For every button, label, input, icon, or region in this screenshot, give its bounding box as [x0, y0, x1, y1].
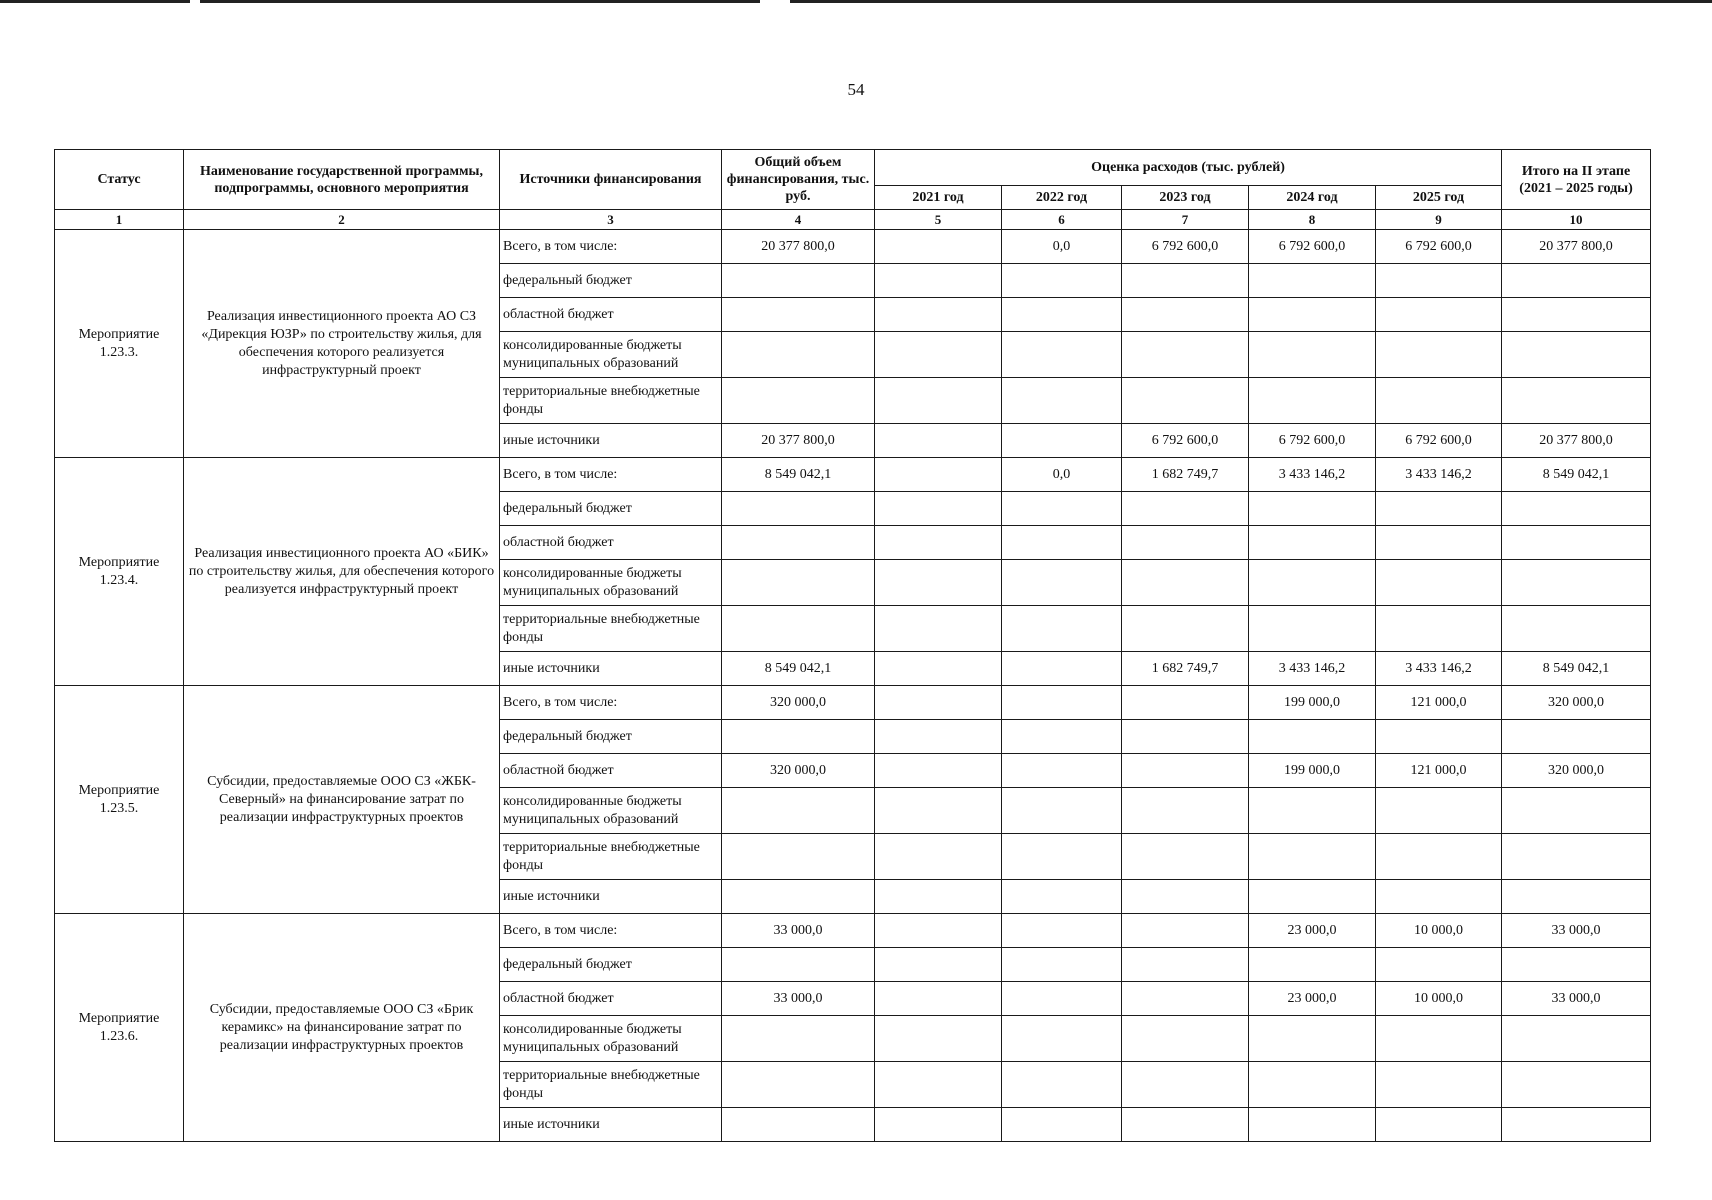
- value-cell: [875, 834, 1002, 880]
- value-cell: [875, 754, 1002, 788]
- value-cell: [1122, 948, 1249, 982]
- source-label: консолидированные бюджеты муниципальных образований: [500, 332, 722, 378]
- measure-status: Мероприятие 1.23.6.: [55, 914, 184, 1142]
- value-cell: [1122, 526, 1249, 560]
- source-label: областной бюджет: [500, 526, 722, 560]
- value-cell: [1376, 948, 1502, 982]
- value-cell: [722, 332, 875, 378]
- value-cell: [722, 834, 875, 880]
- source-label: Всего, в том числе:: [500, 458, 722, 492]
- measures-body: [55, 230, 1651, 1142]
- source-label: областной бюджет: [500, 982, 722, 1016]
- value-cell: 8 549 042,1: [722, 652, 875, 686]
- value-cell: [1002, 720, 1122, 754]
- source-label: иные источники: [500, 424, 722, 458]
- value-cell: [722, 298, 875, 332]
- header-total: Общий объем финансирования, тыс. руб.: [722, 150, 875, 210]
- value-cell: [722, 880, 875, 914]
- value-cell: [722, 1062, 875, 1108]
- value-cell: 1 682 749,7: [1122, 652, 1249, 686]
- value-cell: 320 000,0: [722, 754, 875, 788]
- value-cell: [875, 948, 1002, 982]
- value-cell: 6 792 600,0: [1376, 230, 1502, 264]
- value-cell: 8 549 042,1: [722, 458, 875, 492]
- value-cell: 199 000,0: [1249, 686, 1376, 720]
- value-cell: 33 000,0: [722, 914, 875, 948]
- value-cell: [1376, 1016, 1502, 1062]
- value-cell: [1122, 378, 1249, 424]
- value-cell: [1002, 526, 1122, 560]
- value-cell: 23 000,0: [1249, 982, 1376, 1016]
- column-number: 1: [55, 210, 184, 230]
- value-cell: [875, 230, 1002, 264]
- value-cell: [1249, 560, 1376, 606]
- source-label: Всего, в том числе:: [500, 914, 722, 948]
- value-cell: 6 792 600,0: [1376, 424, 1502, 458]
- header-year: 2024 год: [1249, 186, 1376, 210]
- value-cell: [1122, 788, 1249, 834]
- value-cell: 320 000,0: [1502, 754, 1651, 788]
- column-number: 2: [184, 210, 500, 230]
- value-cell: [1376, 834, 1502, 880]
- value-cell: 6 792 600,0: [1249, 424, 1376, 458]
- value-cell: 6 792 600,0: [1249, 230, 1376, 264]
- column-number: 10: [1502, 210, 1651, 230]
- value-cell: [1122, 754, 1249, 788]
- value-cell: [1002, 606, 1122, 652]
- value-cell: 10 000,0: [1376, 982, 1502, 1016]
- top-rule-mid: [200, 0, 760, 3]
- value-cell: [1122, 834, 1249, 880]
- value-cell: [1249, 332, 1376, 378]
- value-cell: [1122, 914, 1249, 948]
- value-cell: [722, 264, 875, 298]
- value-cell: [1376, 526, 1502, 560]
- source-label: областной бюджет: [500, 754, 722, 788]
- value-cell: [1122, 264, 1249, 298]
- value-cell: [722, 492, 875, 526]
- source-label: областной бюджет: [500, 298, 722, 332]
- value-cell: [875, 264, 1002, 298]
- top-rule-right: [790, 0, 1712, 3]
- value-cell: 1 682 749,7: [1122, 458, 1249, 492]
- value-cell: 23 000,0: [1249, 914, 1376, 948]
- value-cell: [1122, 1062, 1249, 1108]
- source-label: консолидированные бюджеты муниципальных образований: [500, 788, 722, 834]
- value-cell: [1122, 1016, 1249, 1062]
- value-cell: [1376, 606, 1502, 652]
- value-cell: [1376, 264, 1502, 298]
- value-cell: [722, 1108, 875, 1142]
- value-cell: [1249, 834, 1376, 880]
- value-cell: [875, 492, 1002, 526]
- value-cell: [1249, 298, 1376, 332]
- measure-status: Мероприятие 1.23.4.: [55, 458, 184, 686]
- value-cell: 121 000,0: [1376, 754, 1502, 788]
- value-cell: [1002, 652, 1122, 686]
- value-cell: [1002, 1108, 1122, 1142]
- value-cell: [1122, 720, 1249, 754]
- value-cell: 8 549 042,1: [1502, 652, 1651, 686]
- header-year: 2021 год: [875, 186, 1002, 210]
- value-cell: [1502, 880, 1651, 914]
- value-cell: [1376, 720, 1502, 754]
- value-cell: [1376, 492, 1502, 526]
- value-cell: [1502, 606, 1651, 652]
- source-label: Всего, в том числе:: [500, 230, 722, 264]
- column-number: 3: [500, 210, 722, 230]
- column-number: 7: [1122, 210, 1249, 230]
- value-cell: [722, 378, 875, 424]
- value-cell: [1502, 948, 1651, 982]
- value-cell: [875, 1108, 1002, 1142]
- value-cell: [1249, 788, 1376, 834]
- value-cell: [1002, 754, 1122, 788]
- header-estimate: Оценка расходов (тыс. рублей): [875, 150, 1502, 186]
- value-cell: [1002, 914, 1122, 948]
- value-cell: [1002, 686, 1122, 720]
- value-cell: [875, 788, 1002, 834]
- value-cell: 320 000,0: [1502, 686, 1651, 720]
- value-cell: [1502, 1062, 1651, 1108]
- source-label: федеральный бюджет: [500, 492, 722, 526]
- value-cell: 199 000,0: [1249, 754, 1376, 788]
- value-cell: [1122, 332, 1249, 378]
- value-cell: [1502, 834, 1651, 880]
- source-label: федеральный бюджет: [500, 264, 722, 298]
- value-cell: [722, 606, 875, 652]
- table-row: [55, 686, 1651, 720]
- value-cell: [875, 378, 1002, 424]
- source-label: консолидированные бюджеты муниципальных образований: [500, 560, 722, 606]
- value-cell: [1249, 948, 1376, 982]
- value-cell: [722, 948, 875, 982]
- value-cell: [1122, 560, 1249, 606]
- header-year: 2022 год: [1002, 186, 1122, 210]
- header-sources: Источники финансирования: [500, 150, 722, 210]
- value-cell: [1376, 332, 1502, 378]
- top-rule-left: [0, 0, 190, 3]
- value-cell: 33 000,0: [1502, 914, 1651, 948]
- value-cell: 3 433 146,2: [1249, 458, 1376, 492]
- value-cell: [1002, 1062, 1122, 1108]
- value-cell: [1122, 606, 1249, 652]
- page-number: 54: [847, 80, 865, 99]
- source-label: иные источники: [500, 1108, 722, 1142]
- value-cell: 8 549 042,1: [1502, 458, 1651, 492]
- measure-name: Субсидии, предоставляемые ООО СЗ «ЖБК-Северный» на финансирование затрат по реализации инфраструктурных проектов: [184, 686, 500, 914]
- value-cell: [722, 560, 875, 606]
- value-cell: 0,0: [1002, 458, 1122, 492]
- value-cell: [722, 788, 875, 834]
- value-cell: [875, 560, 1002, 606]
- measure-status: Мероприятие 1.23.3.: [55, 230, 184, 458]
- value-cell: [1002, 264, 1122, 298]
- value-cell: 3 433 146,2: [1376, 458, 1502, 492]
- value-cell: [1249, 880, 1376, 914]
- value-cell: 3 433 146,2: [1376, 652, 1502, 686]
- measure-name: Субсидии, предоставляемые ООО СЗ «Брик керамикс» на финансирование затрат по реализации инфраструктурных проектов: [184, 914, 500, 1142]
- value-cell: [875, 720, 1002, 754]
- value-cell: [875, 526, 1002, 560]
- header-status: Статус: [55, 150, 184, 210]
- value-cell: [1249, 1108, 1376, 1142]
- value-cell: 20 377 800,0: [1502, 230, 1651, 264]
- value-cell: [1249, 378, 1376, 424]
- header-year: 2025 год: [1376, 186, 1502, 210]
- value-cell: [1502, 560, 1651, 606]
- value-cell: [1502, 526, 1651, 560]
- value-cell: [1502, 788, 1651, 834]
- value-cell: [1002, 880, 1122, 914]
- value-cell: [875, 982, 1002, 1016]
- measure-name: Реализация инвестиционного проекта АО «БИК» по строительству жилья, для обеспечения которого реализуется инфраструктурный проект: [184, 458, 500, 686]
- header-year: 2023 год: [1122, 186, 1249, 210]
- value-cell: [875, 424, 1002, 458]
- measure-name: Реализация инвестиционного проекта АО СЗ «Дирекция ЮЗР» по строительству жилья, для обеспечения которого реализуется инфраструктурный проект: [184, 230, 500, 458]
- column-number: 4: [722, 210, 875, 230]
- value-cell: [1122, 686, 1249, 720]
- value-cell: [722, 526, 875, 560]
- value-cell: [722, 720, 875, 754]
- column-number: 8: [1249, 210, 1376, 230]
- value-cell: [1002, 492, 1122, 526]
- value-cell: [722, 1016, 875, 1062]
- value-cell: 20 377 800,0: [722, 230, 875, 264]
- value-cell: [1002, 424, 1122, 458]
- column-number: 6: [1002, 210, 1122, 230]
- value-cell: [1249, 606, 1376, 652]
- column-number: 9: [1376, 210, 1502, 230]
- value-cell: [1002, 332, 1122, 378]
- value-cell: 10 000,0: [1376, 914, 1502, 948]
- source-label: иные источники: [500, 880, 722, 914]
- source-label: территориальные внебюджетные фонды: [500, 1062, 722, 1108]
- table-row: [55, 914, 1651, 948]
- measure-status: Мероприятие 1.23.5.: [55, 686, 184, 914]
- value-cell: [1122, 492, 1249, 526]
- value-cell: [1002, 1016, 1122, 1062]
- value-cell: [1122, 982, 1249, 1016]
- budget-table: [54, 149, 1651, 1142]
- source-label: консолидированные бюджеты муниципальных образований: [500, 1016, 722, 1062]
- source-label: территориальные внебюджетные фонды: [500, 834, 722, 880]
- value-cell: [1249, 1062, 1376, 1108]
- header-name: Наименование государственной программы, подпрограммы, основного мероприятия: [184, 150, 500, 210]
- table-row: [55, 230, 1651, 264]
- value-cell: [875, 880, 1002, 914]
- value-cell: 20 377 800,0: [722, 424, 875, 458]
- value-cell: [1376, 560, 1502, 606]
- value-cell: [875, 606, 1002, 652]
- value-cell: [1249, 264, 1376, 298]
- value-cell: [1002, 298, 1122, 332]
- value-cell: [1249, 492, 1376, 526]
- value-cell: [1002, 948, 1122, 982]
- value-cell: [1249, 720, 1376, 754]
- value-cell: [1376, 1062, 1502, 1108]
- value-cell: 6 792 600,0: [1122, 230, 1249, 264]
- value-cell: 121 000,0: [1376, 686, 1502, 720]
- value-cell: 33 000,0: [1502, 982, 1651, 1016]
- value-cell: [1002, 788, 1122, 834]
- value-cell: [1376, 1108, 1502, 1142]
- value-cell: [1376, 378, 1502, 424]
- source-label: территориальные внебюджетные фонды: [500, 378, 722, 424]
- value-cell: 320 000,0: [722, 686, 875, 720]
- source-label: иные источники: [500, 652, 722, 686]
- value-cell: [875, 298, 1002, 332]
- value-cell: [1249, 526, 1376, 560]
- value-cell: [1502, 720, 1651, 754]
- value-cell: [1376, 788, 1502, 834]
- value-cell: 0,0: [1002, 230, 1122, 264]
- source-label: федеральный бюджет: [500, 948, 722, 982]
- value-cell: [1122, 298, 1249, 332]
- value-cell: [875, 914, 1002, 948]
- column-number: 5: [875, 210, 1002, 230]
- value-cell: [1376, 880, 1502, 914]
- value-cell: [1502, 332, 1651, 378]
- value-cell: [875, 1016, 1002, 1062]
- value-cell: [1122, 1108, 1249, 1142]
- value-cell: 20 377 800,0: [1502, 424, 1651, 458]
- value-cell: 33 000,0: [722, 982, 875, 1016]
- value-cell: [1502, 378, 1651, 424]
- value-cell: [875, 458, 1002, 492]
- value-cell: [875, 652, 1002, 686]
- value-cell: [875, 1062, 1002, 1108]
- source-label: территориальные внебюджетные фонды: [500, 606, 722, 652]
- value-cell: 3 433 146,2: [1249, 652, 1376, 686]
- value-cell: [1502, 298, 1651, 332]
- value-cell: [1502, 264, 1651, 298]
- value-cell: [1002, 982, 1122, 1016]
- value-cell: [875, 332, 1002, 378]
- value-cell: [1249, 1016, 1376, 1062]
- source-label: федеральный бюджет: [500, 720, 722, 754]
- value-cell: [1122, 880, 1249, 914]
- value-cell: [1002, 834, 1122, 880]
- value-cell: [1376, 298, 1502, 332]
- source-label: Всего, в том числе:: [500, 686, 722, 720]
- value-cell: [1502, 492, 1651, 526]
- value-cell: 6 792 600,0: [1122, 424, 1249, 458]
- table-row: [55, 458, 1651, 492]
- value-cell: [1502, 1108, 1651, 1142]
- value-cell: [1502, 1016, 1651, 1062]
- value-cell: [875, 686, 1002, 720]
- value-cell: [1002, 560, 1122, 606]
- header-stage-total: Итого на II этапе (2021 – 2025 годы): [1502, 150, 1651, 210]
- value-cell: [1002, 378, 1122, 424]
